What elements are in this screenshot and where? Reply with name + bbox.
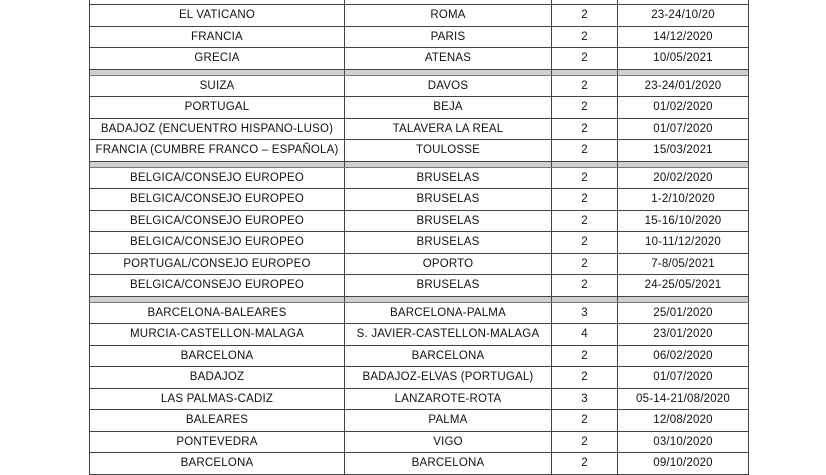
dias-cell: 3 — [552, 302, 618, 324]
dias-cell: 4 — [552, 324, 618, 346]
fecha-cell: 20/02/2020 — [618, 167, 749, 189]
destino-cell: GRECIA — [90, 48, 345, 70]
ciudad-cell: OPORTO — [345, 253, 552, 275]
ciudad-cell: BRUSELAS — [345, 275, 552, 297]
fecha-cell: 03/10/2020 — [618, 431, 749, 453]
table-row — [90, 167, 749, 189]
ciudad-cell: S. JAVIER-CASTELLON-MALAGA — [345, 324, 552, 346]
fecha-cell: 01/02/2020 — [618, 97, 749, 119]
table-row — [90, 253, 749, 275]
ciudad-cell: BRUSELAS — [345, 232, 552, 254]
dias-cell: 2 — [552, 26, 618, 48]
destino-cell: BELGICA/CONSEJO EUROPEO — [90, 189, 345, 211]
destino-cell: PONTEVEDRA — [90, 431, 345, 453]
table-row — [90, 453, 749, 475]
table-row — [90, 302, 749, 324]
destino-cell: BELGICA/CONSEJO EUROPEO — [90, 275, 345, 297]
ciudad-cell: LANZAROTE-ROTA — [345, 388, 552, 410]
table-row — [90, 75, 749, 97]
fecha-cell: 10/05/2021 — [618, 48, 749, 70]
ciudad-cell: BARCELONA — [345, 453, 552, 475]
ciudad-cell: BADAJOZ-ELVAS (PORTUGAL) — [345, 367, 552, 389]
destino-cell: FRANCIA (CUMBRE FRANCO – ESPAÑOLA) — [90, 140, 345, 162]
fecha-cell: 23/01/2020 — [618, 324, 749, 346]
destino-cell: BELGICA/CONSEJO EUROPEO — [90, 210, 345, 232]
trips-table-body — [90, 0, 749, 474]
fecha-cell: 12/08/2020 — [618, 410, 749, 432]
dias-cell: 2 — [552, 75, 618, 97]
table-row — [90, 189, 749, 211]
fecha-cell: 23-24/10/20 — [618, 5, 749, 27]
table-row — [90, 345, 749, 367]
table-row — [90, 26, 749, 48]
fecha-cell: 01/07/2020 — [618, 367, 749, 389]
table-row — [90, 388, 749, 410]
dias-cell: 2 — [552, 453, 618, 475]
dias-cell: 3 — [552, 388, 618, 410]
table-row — [90, 97, 749, 119]
ciudad-cell: BRUSELAS — [345, 189, 552, 211]
ciudad-cell: ROMA — [345, 5, 552, 27]
ciudad-cell: TALAVERA LA REAL — [345, 118, 552, 140]
ciudad-cell: BEJA — [345, 97, 552, 119]
dias-cell: 2 — [552, 367, 618, 389]
table-row — [90, 5, 749, 27]
destino-cell: BADAJOZ — [90, 367, 345, 389]
fecha-cell: 06/02/2020 — [618, 345, 749, 367]
destino-cell: BALEARES — [90, 410, 345, 432]
destino-cell: PORTUGAL/CONSEJO EUROPEO — [90, 253, 345, 275]
fecha-cell: 01/07/2020 — [618, 118, 749, 140]
destino-cell: FRANCIA — [90, 26, 345, 48]
destino-cell: EL VATICANO — [90, 5, 345, 27]
dias-cell: 2 — [552, 97, 618, 119]
table-row — [90, 324, 749, 346]
dias-cell: 2 — [552, 167, 618, 189]
dias-cell: 2 — [552, 431, 618, 453]
dias-cell: 2 — [552, 232, 618, 254]
destino-cell: BARCELONA — [90, 345, 345, 367]
destino-cell: MURCIA-CASTELLON-MALAGA — [90, 324, 345, 346]
fecha-cell: 24-25/05/2021 — [618, 275, 749, 297]
fecha-cell: 7-8/05/2021 — [618, 253, 749, 275]
destino-cell: PORTUGAL — [90, 97, 345, 119]
table-row — [90, 367, 749, 389]
destino-cell: BADAJOZ (ENCUENTRO HISPANO-LUSO) — [90, 118, 345, 140]
destino-cell: LAS PALMAS-CADIZ — [90, 388, 345, 410]
fecha-cell: 14/12/2020 — [618, 26, 749, 48]
table-row — [90, 210, 749, 232]
ciudad-cell: BARCELONA — [345, 345, 552, 367]
destino-cell: BELGICA/CONSEJO EUROPEO — [90, 167, 345, 189]
fecha-cell: 05-14-21/08/2020 — [618, 388, 749, 410]
dias-cell: 2 — [552, 210, 618, 232]
ciudad-cell: TOULOSSE — [345, 140, 552, 162]
destino-cell: BARCELONA-BALEARES — [90, 302, 345, 324]
table-row — [90, 410, 749, 432]
table-row — [90, 48, 749, 70]
dias-cell: 2 — [552, 275, 618, 297]
fecha-cell: 23-24/01/2020 — [618, 75, 749, 97]
dias-cell: 2 — [552, 5, 618, 27]
fecha-cell: 15-16/10/2020 — [618, 210, 749, 232]
destino-cell: BARCELONA — [90, 453, 345, 475]
trips-table — [89, 0, 749, 475]
fecha-cell: 1-2/10/2020 — [618, 189, 749, 211]
table-row — [90, 118, 749, 140]
destino-cell: SUIZA — [90, 75, 345, 97]
fecha-cell: 15/03/2021 — [618, 140, 749, 162]
ciudad-cell: BRUSELAS — [345, 167, 552, 189]
dias-cell: 2 — [552, 140, 618, 162]
table-row — [90, 431, 749, 453]
table-row — [90, 140, 749, 162]
dias-cell: 2 — [552, 118, 618, 140]
ciudad-cell: PARIS — [345, 26, 552, 48]
dias-cell: 2 — [552, 189, 618, 211]
table-row — [90, 232, 749, 254]
ciudad-cell: DAVOS — [345, 75, 552, 97]
dias-cell: 2 — [552, 410, 618, 432]
fecha-cell: 10-11/12/2020 — [618, 232, 749, 254]
ciudad-cell: BRUSELAS — [345, 210, 552, 232]
destino-cell: BELGICA/CONSEJO EUROPEO — [90, 232, 345, 254]
ciudad-cell: BARCELONA-PALMA — [345, 302, 552, 324]
ciudad-cell: ATENAS — [345, 48, 552, 70]
dias-cell: 2 — [552, 253, 618, 275]
fecha-cell: 25/01/2020 — [618, 302, 749, 324]
fecha-cell: 09/10/2020 — [618, 453, 749, 475]
table-row — [90, 275, 749, 297]
dias-cell: 2 — [552, 345, 618, 367]
dias-cell: 2 — [552, 48, 618, 70]
ciudad-cell: PALMA — [345, 410, 552, 432]
ciudad-cell: VIGO — [345, 431, 552, 453]
